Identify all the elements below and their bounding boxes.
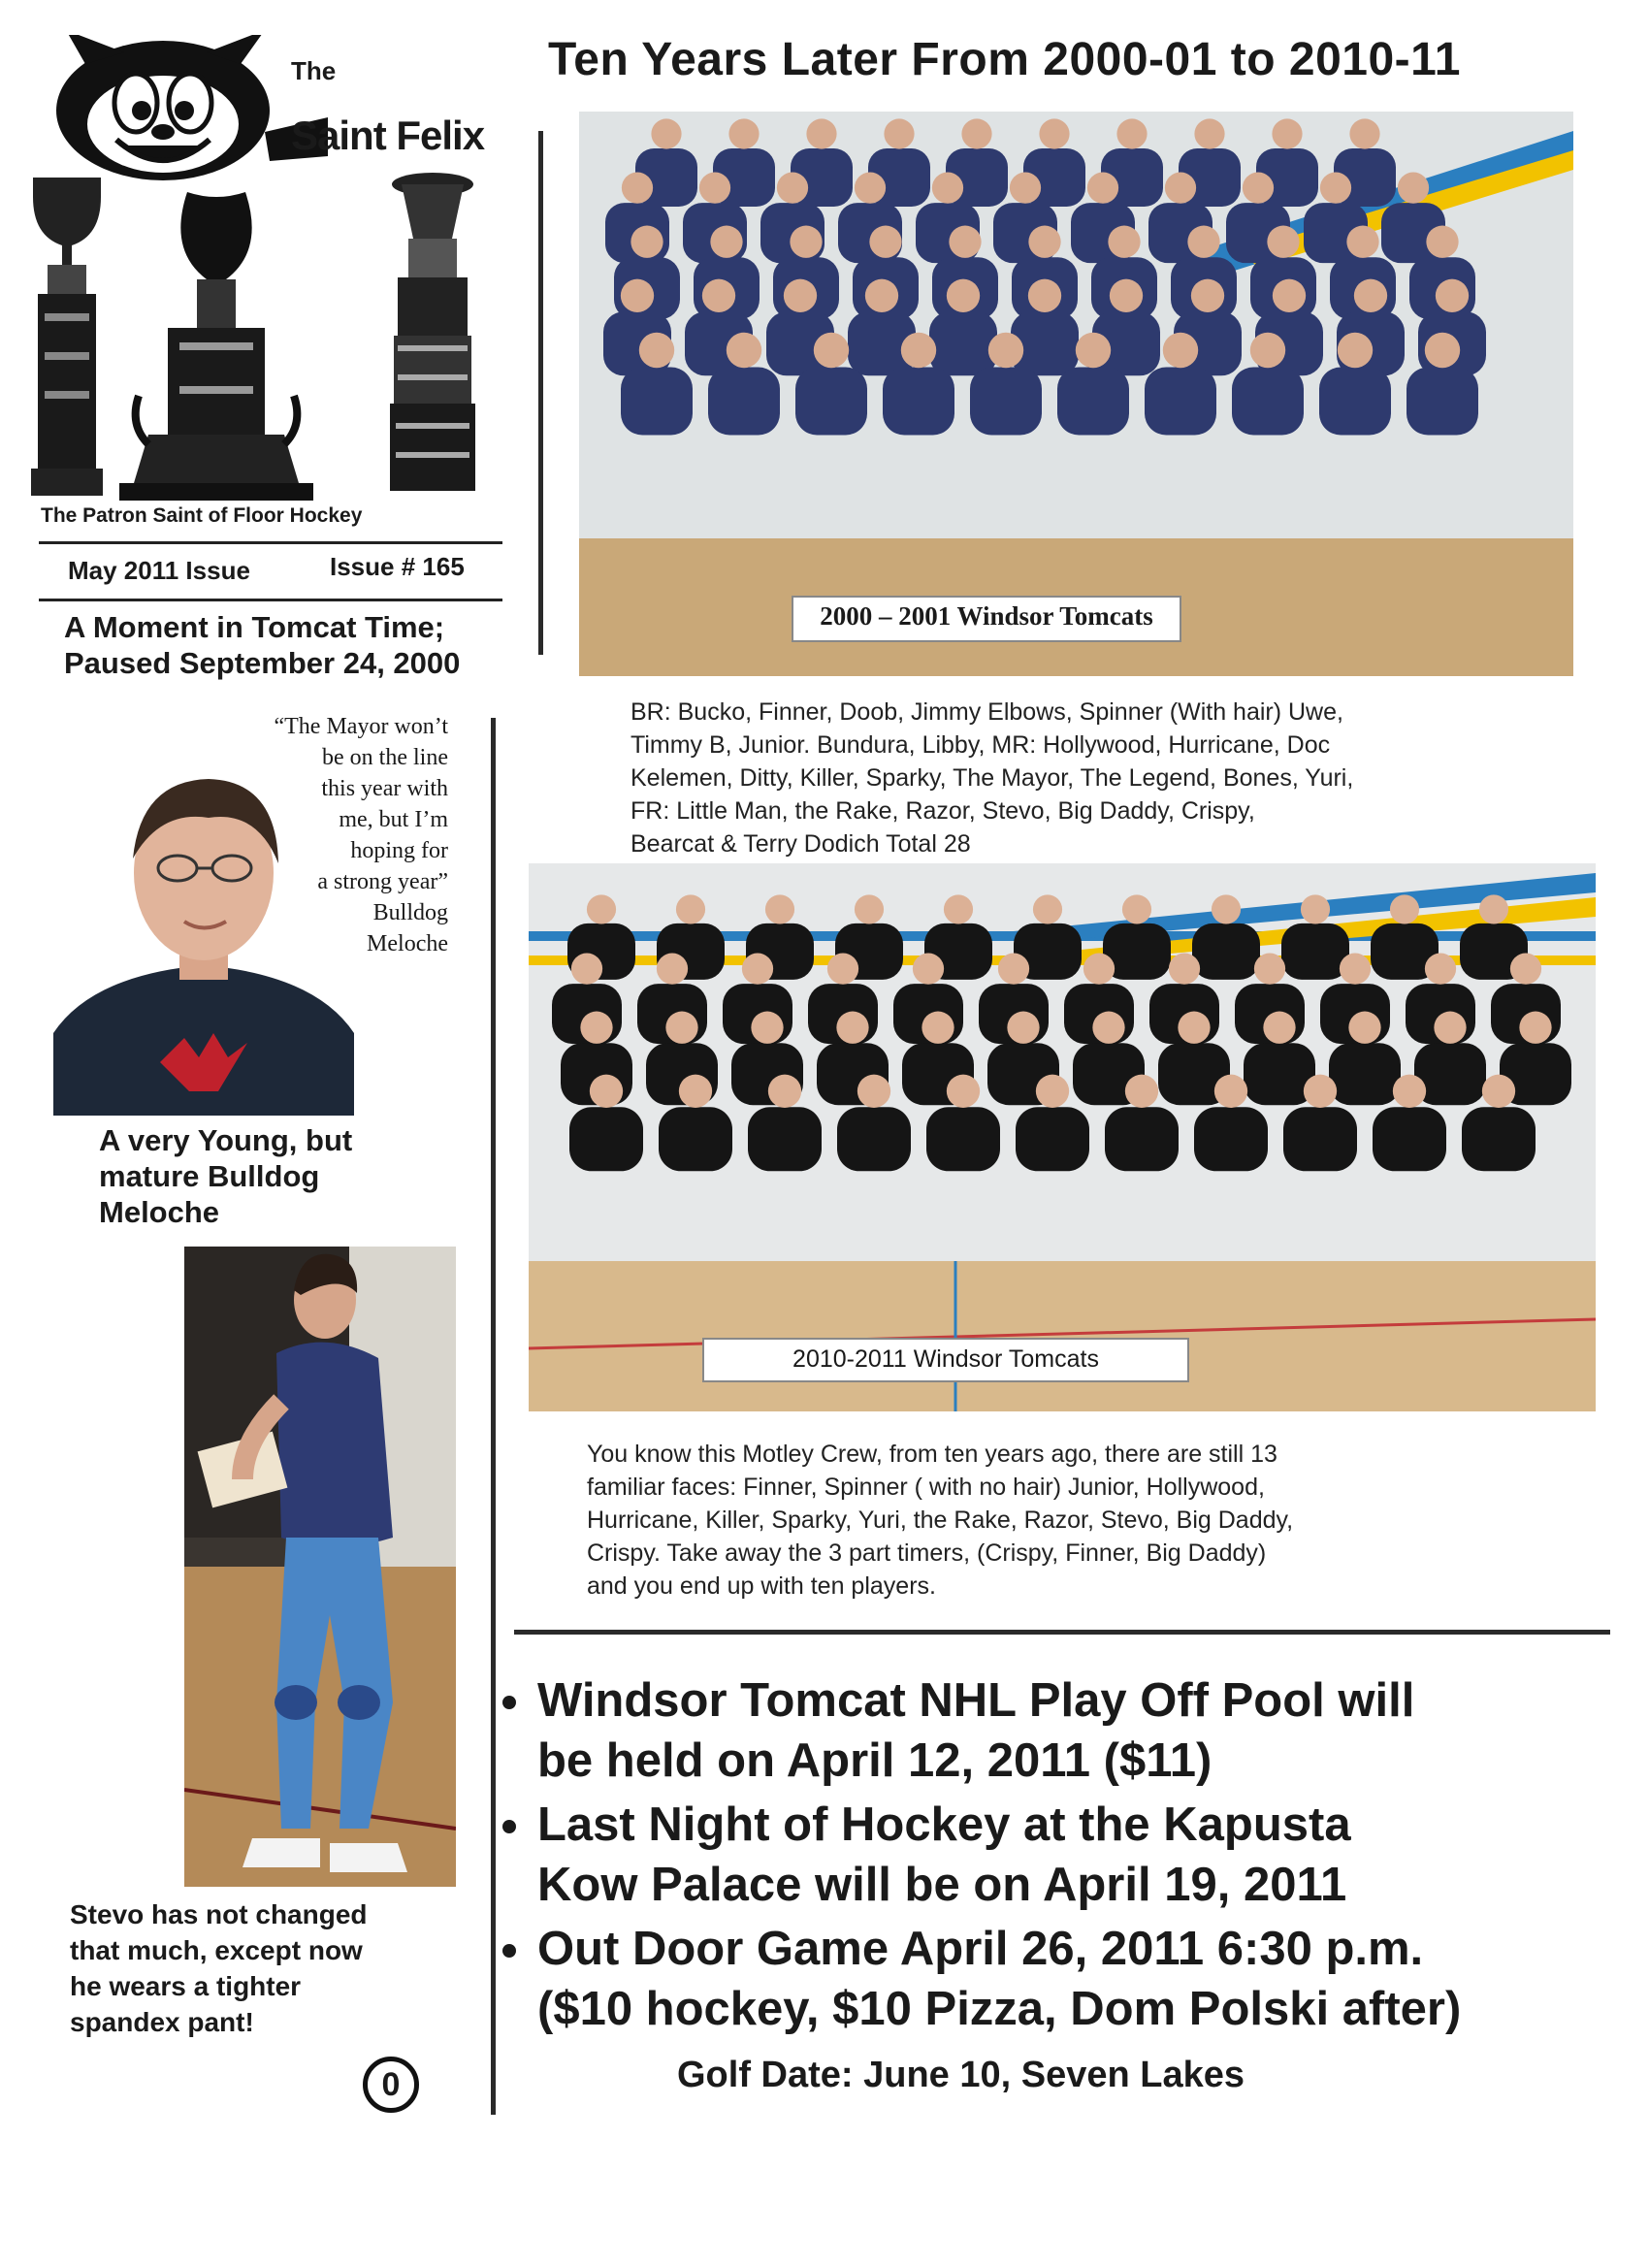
quote-line: me, but I’m bbox=[339, 807, 448, 832]
caption-line: that much, except now bbox=[70, 1935, 363, 1965]
notes-line: You know this Motley Crew, from ten years ago, there are still 13 bbox=[587, 1441, 1277, 1468]
quote-line: Meloche bbox=[367, 931, 448, 956]
golf-date: Golf Date: June 10, Seven Lakes bbox=[677, 2055, 1245, 2095]
moment-line: A Moment in Tomcat Time; bbox=[64, 610, 445, 644]
notes-line: and you end up with ten players. bbox=[587, 1572, 936, 1600]
section-divider bbox=[514, 1630, 1610, 1635]
announcement-item bbox=[502, 1795, 1618, 1915]
issue-box bbox=[39, 541, 502, 601]
announcement-line: Windsor Tomcat NHL Play Off Pool will bbox=[537, 1674, 1415, 1727]
roster-line: BR: Bucko, Finner, Doob, Jimmy Elbows, Spinner (With hair) Uwe, bbox=[630, 698, 1343, 726]
caption-line: A very Young, but bbox=[99, 1123, 353, 1157]
announcement-item bbox=[502, 1670, 1618, 1791]
bullet-icon bbox=[502, 1696, 516, 1709]
notes-line: Hurricane, Killer, Sparky, Yuri, the Rake, Razor, Stevo, Big Daddy, bbox=[587, 1507, 1294, 1534]
column-divider bbox=[491, 718, 496, 2115]
moment-caption bbox=[64, 609, 460, 681]
quote-line: this year with bbox=[321, 776, 448, 801]
roster-line: Bearcat & Terry Dodich Total 28 bbox=[630, 830, 971, 858]
masthead-the: The bbox=[291, 56, 337, 85]
team-photo-2010 bbox=[529, 863, 1596, 1411]
notes-line: familiar faces: Finner, Spinner ( with no hair) Junior, Hollywood, bbox=[587, 1474, 1265, 1501]
bulldog-caption bbox=[99, 1122, 352, 1230]
roster-line: Timmy B, Junior. Bundura, Libby, MR: Hollywood, Hurricane, Doc bbox=[630, 731, 1331, 759]
issue-date: May 2011 Issue bbox=[68, 556, 250, 585]
quote-line: a strong year” bbox=[317, 869, 448, 894]
quote-line: be on the line bbox=[322, 745, 448, 770]
issue-number: Issue # 165 bbox=[330, 552, 465, 581]
announcement-line: ($10 hockey, $10 Pizza, Dom Polski after) bbox=[537, 1983, 1462, 2035]
bullet-icon bbox=[502, 1944, 516, 1958]
announcement-line: Out Door Game April 26, 2011 6:30 p.m. bbox=[537, 1923, 1424, 1975]
team-2010-notes bbox=[587, 1438, 1596, 1603]
trophy-icon bbox=[119, 192, 313, 502]
team-2010-label: 2010-2011 Windsor Tomcats bbox=[792, 1345, 1099, 1373]
page-number: 0 bbox=[363, 2057, 419, 2113]
quote-line: “The Mayor won’t bbox=[274, 714, 448, 739]
team-2000-label: 2000 – 2001 Windsor Tomcats bbox=[820, 601, 1153, 631]
caption-line: mature Bulldog bbox=[99, 1159, 320, 1193]
team-photo-2000 bbox=[579, 112, 1573, 676]
caption-line: Meloche bbox=[99, 1195, 220, 1229]
notes-line: Crispy. Take away the 3 part timers, (Crispy, Finner, Big Daddy) bbox=[587, 1539, 1267, 1567]
announcement-line: Kow Palace will be on April 19, 2011 bbox=[537, 1859, 1347, 1911]
trophy-icon bbox=[384, 171, 481, 501]
caption-line: he wears a tighter bbox=[70, 1971, 302, 2001]
stevo-caption bbox=[70, 1896, 368, 2040]
stevo-photo bbox=[184, 1247, 456, 1887]
trophy-icon bbox=[23, 178, 111, 498]
announcement-item bbox=[502, 1919, 1618, 2039]
masthead-tagline: The Patron Saint of Floor Hockey bbox=[41, 504, 363, 527]
masthead-title: Saint Felix bbox=[291, 113, 485, 158]
headline: Ten Years Later From 2000-01 to 2010-11 bbox=[548, 34, 1461, 85]
masthead bbox=[17, 27, 502, 609]
moment-line: Paused September 24, 2000 bbox=[64, 646, 461, 680]
team-2000-roster bbox=[630, 696, 1600, 860]
quote-line: Bulldog bbox=[372, 900, 448, 925]
caption-line: Stevo has not changed bbox=[70, 1899, 368, 1929]
caption-line: spandex pant! bbox=[70, 2007, 254, 2037]
column-divider bbox=[538, 131, 543, 655]
bullet-icon bbox=[502, 1820, 516, 1833]
announcement-line: be held on April 12, 2011 ($11) bbox=[537, 1734, 1212, 1787]
roster-line: FR: Little Man, the Rake, Razor, Stevo, Big Daddy, Crispy, bbox=[630, 797, 1255, 825]
roster-line: Kelemen, Ditty, Killer, Sparky, The Mayor, The Legend, Bones, Yuri, bbox=[630, 764, 1354, 792]
bulldog-quote bbox=[194, 711, 448, 959]
announcement-line: Last Night of Hockey at the Kapusta bbox=[537, 1798, 1351, 1851]
announcements bbox=[502, 1670, 1618, 2043]
quote-line: hoping for bbox=[350, 838, 448, 863]
